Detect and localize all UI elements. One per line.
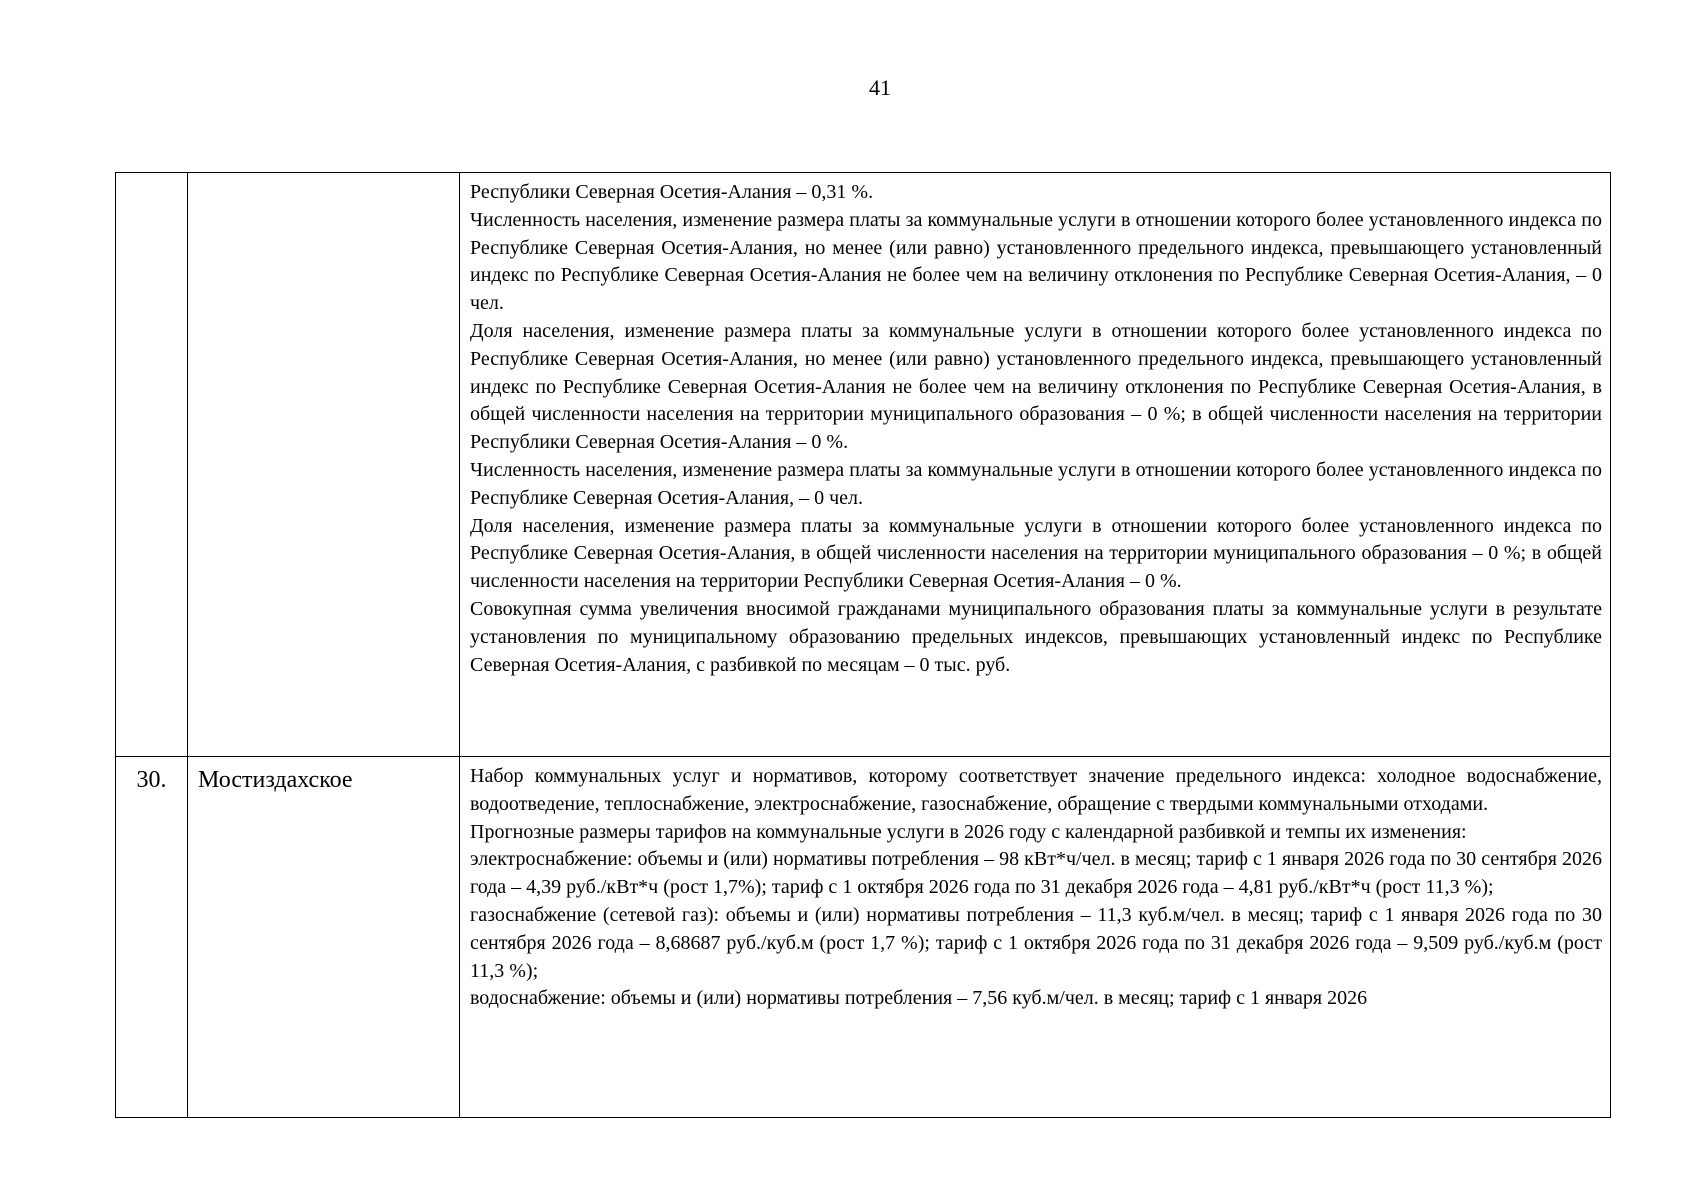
paragraph: Доля населения, изменение размера платы за коммунальные услуги в отношении которого более установленного индекса по Республике Северная Осетия-Алания, в общей численности населения на территории муниципального образования – 0 %; в общей численности населения на территории Республики Северная Осетия-Алания – 0 %.	[470, 514, 1602, 593]
row-number-cell: 30.	[116, 757, 188, 1118]
row-number-cell	[116, 173, 188, 757]
paragraph: Численность населения, изменение размера платы за коммунальные услуги в отношении которого более установленного индекса по Республике Северная Осетия-Алания, но менее (или равно) установленного предельного индекса, превышающего установленный индекс по Республике Северная Осетия-Алания не более чем на величину отклонения по Республике Северная Осетия-Алания, – 0 чел.	[470, 208, 1602, 315]
page-number: 41	[869, 75, 891, 100]
municipality-name-cell: Мостиздахское	[188, 757, 460, 1118]
paragraph: Доля населения, изменение размера платы за коммунальные услуги в отношении которого более установленного индекса по Республике Северная Осетия-Алания, но менее (или равно) установленного предельного индекса, превышающего установленный индекс по Республике Северная Осетия-Алания не более чем на величину отклонения по Республике Северная Осетия-Алания, в общей численности населения на территории муниципального образования – 0 %; в общей численности населения на территории Республики Северная Осетия-Алания – 0 %.	[470, 319, 1602, 454]
municipal-tariffs-table	[115, 172, 1611, 1118]
municipality-name-cell	[188, 173, 460, 757]
paragraph: газоснабжение (сетевой газ): объемы и (или) нормативы потребления – 11,3 куб.м/чел. в месяц; тариф с 1 января 2026 года по 30 сентября 2026 года – 8,68687 руб./куб.м (рост 1,7 %); тариф с 1 октября 2026 года по 31 декабря 2026 года – 9,509 руб./куб.м (рост 11,3 %);	[470, 903, 1602, 982]
table-row	[116, 757, 1611, 1118]
paragraph: Численность населения, изменение размера платы за коммунальные услуги в отношении которого более установленного индекса по Республике Северная Осетия-Алания, – 0 чел.	[470, 458, 1602, 509]
table-row	[116, 173, 1611, 757]
description-cell	[460, 173, 1611, 757]
paragraph: Прогнозные размеры тарифов на коммунальные услуги в 2026 году с календарной разбивкой и темпы их изменения:	[470, 820, 1467, 843]
paragraph: электроснабжение: объемы и (или) нормативы потребления – 98 кВт*ч/чел. в месяц; тариф с 1 января 2026 года по 30 сентября 2026 года – 4,39 руб./кВт*ч (рост 1,7%); тариф с 1 октября 2026 года по 31 декабря 2026 года – 4,81 руб./кВт*ч (рост 11,3 %);	[470, 848, 1602, 899]
paragraph: Совокупная сумма увеличения вносимой гражданами муниципального образования платы за коммунальные услуги в результате установления по муниципальному образованию предельных индексов, превышающих установленный индекс по Республике Северная Осетия-Алания, с разбивкой по месяцам – 0 тыс. руб.	[470, 597, 1602, 676]
paragraph: водоснабжение: объемы и (или) нормативы потребления – 7,56 куб.м/чел. в месяц; тариф с 1 января 2026	[470, 987, 1368, 1010]
description-cell	[460, 757, 1611, 1118]
paragraph: Набор коммунальных услуг и нормативов, которому соответствует значение предельного индекса: холодное водоснабжение, водоотведение, теплоснабжение, электроснабжение, газоснабжение, обращение с твердыми коммунальными отходами.	[470, 765, 1602, 815]
paragraph: Республики Северная Осетия-Алания – 0,31 %.	[470, 181, 874, 203]
